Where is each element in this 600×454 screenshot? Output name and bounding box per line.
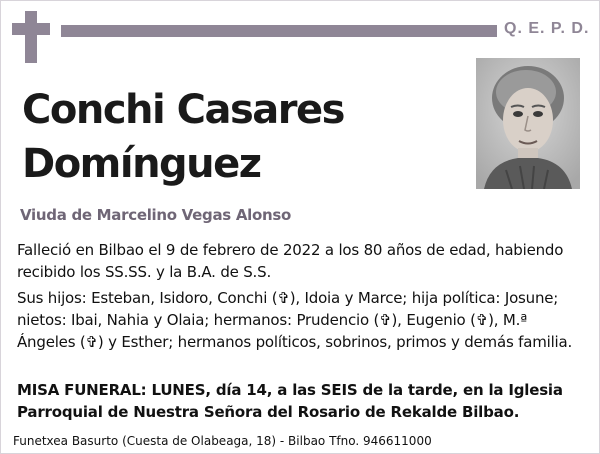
death-announcement: Falleció en Bilbao el 9 de febrero de 2022 a los 80 años de edad, habiendo recibido los SS.SS. y la B.A. de S.S. bbox=[17, 241, 564, 281]
portrait-image bbox=[476, 58, 580, 189]
funeral-details: MISA FUNERAL: LUNES, día 14, a las SEIS de la tarde, en la Iglesia Parroquial de Nuestra Señora del Rosario de Rekalde Bilbao. bbox=[17, 381, 563, 421]
cross-vertical-bar bbox=[25, 11, 37, 63]
cross-horizontal-bar bbox=[12, 23, 50, 35]
deceased-name: Conchi Casares Domínguez bbox=[22, 87, 344, 187]
portrait-photo bbox=[476, 58, 580, 189]
qepd-badge: Q. E. P. D. bbox=[504, 20, 590, 37]
funeral-home-footer: Funetxea Basurto (Cuesta de Olabeaga, 18) - Bilbao Tfno. 946611000 bbox=[13, 434, 432, 448]
header-rule bbox=[61, 25, 497, 37]
family-list: Sus hijos: Esteban, Isidoro, Conchi (✞), Idoia y Marce; hija política: Josune; nietos: Ibai, Nahia y Olaia; hermanos: Prudencio (✞), Eugenio (✞), M.ª Ángeles (✞) y Esther; hermanos políticos, sobrinos, primos y demás familia. bbox=[17, 289, 573, 351]
deceased-subtitle: Viuda de Marcelino Vegas Alonso bbox=[20, 206, 292, 224]
